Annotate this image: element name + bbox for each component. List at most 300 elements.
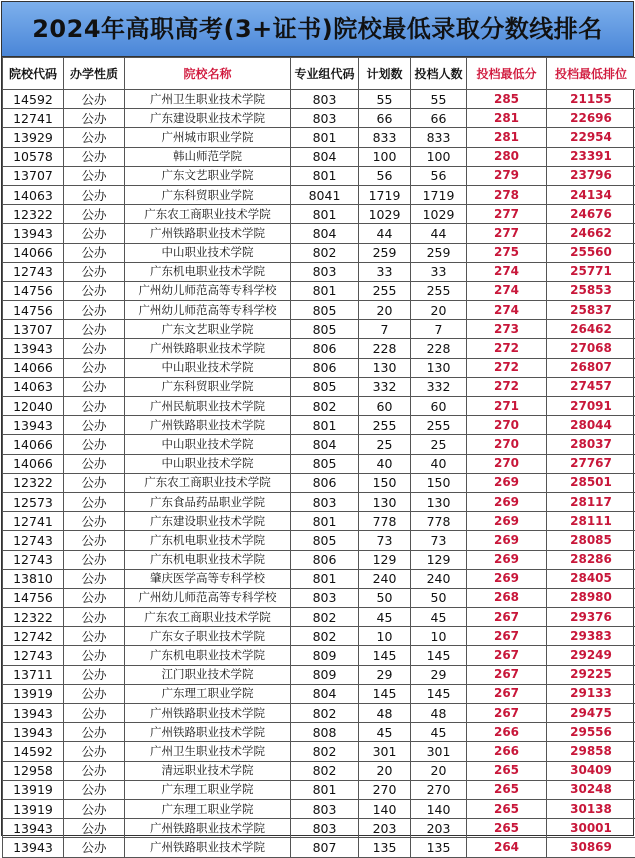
cell-min-score: 277 (467, 224, 547, 243)
cell-school-code: 14063 (3, 185, 64, 204)
cell-school-code: 12741 (3, 109, 64, 128)
cell-school-type: 公办 (64, 90, 125, 109)
cell-plan-count: 45 (359, 608, 411, 627)
cell-school-name: 广州民航职业技术学院 (125, 397, 291, 416)
cell-plan-count: 140 (359, 799, 411, 818)
cell-plan-count: 73 (359, 531, 411, 550)
cell-plan-count: 145 (359, 646, 411, 665)
cell-plan-count: 778 (359, 512, 411, 531)
table-row (3, 185, 635, 204)
cell-school-name: 广东机电职业技术学院 (125, 550, 291, 569)
cell-group-code: 805 (291, 454, 359, 473)
cell-school-code: 13810 (3, 569, 64, 588)
cell-min-rank: 24676 (547, 205, 635, 224)
header-min-rank: 投档最低排位 (547, 58, 635, 90)
table-row (3, 377, 635, 396)
table-row (3, 320, 635, 339)
cell-min-rank: 26462 (547, 320, 635, 339)
cell-plan-count: 1029 (359, 205, 411, 224)
cell-min-score: 277 (467, 205, 547, 224)
table-row (3, 723, 635, 742)
cell-min-score: 274 (467, 301, 547, 320)
cell-school-type: 公办 (64, 665, 125, 684)
cell-admitted-count: 60 (411, 397, 467, 416)
cell-school-type: 公办 (64, 799, 125, 818)
cell-min-score: 269 (467, 550, 547, 569)
cell-admitted-count: 25 (411, 435, 467, 454)
cell-min-rank: 29556 (547, 723, 635, 742)
cell-school-code: 12322 (3, 473, 64, 492)
cell-school-type: 公办 (64, 358, 125, 377)
cell-min-rank: 27091 (547, 397, 635, 416)
cell-school-type: 公办 (64, 550, 125, 569)
cell-min-rank: 28044 (547, 416, 635, 435)
cell-school-code: 13707 (3, 166, 64, 185)
cell-school-type: 公办 (64, 608, 125, 627)
cell-min-score: 279 (467, 166, 547, 185)
cell-min-rank: 29133 (547, 684, 635, 703)
page-title: 2024年高职高考(3+证书)院校最低录取分数线排名 (2, 2, 633, 57)
cell-min-rank: 28111 (547, 512, 635, 531)
table-row (3, 166, 635, 185)
cell-school-code: 14592 (3, 742, 64, 761)
cell-group-code: 802 (291, 608, 359, 627)
cell-plan-count: 255 (359, 281, 411, 300)
cell-min-rank: 29383 (547, 627, 635, 646)
cell-plan-count: 45 (359, 723, 411, 742)
cell-school-name: 韩山师范学院 (125, 147, 291, 166)
cell-admitted-count: 203 (411, 819, 467, 838)
cell-school-name: 广东女子职业技术学院 (125, 627, 291, 646)
table-row (3, 550, 635, 569)
header-school-name: 院校名称 (125, 58, 291, 90)
cell-admitted-count: 255 (411, 281, 467, 300)
cell-school-name: 广东建设职业技术学院 (125, 512, 291, 531)
cell-school-name: 中山职业技术学院 (125, 358, 291, 377)
cell-min-rank: 24134 (547, 185, 635, 204)
cell-group-code: 804 (291, 435, 359, 454)
cell-min-rank: 23796 (547, 166, 635, 185)
cell-plan-count: 240 (359, 569, 411, 588)
cell-min-rank: 25853 (547, 281, 635, 300)
cell-school-name: 广州幼儿师范高等专科学校 (125, 301, 291, 320)
cell-admitted-count: 100 (411, 147, 467, 166)
cell-group-code: 805 (291, 377, 359, 396)
cell-school-name: 广州铁路职业技术学院 (125, 819, 291, 838)
cell-school-name: 广州幼儿师范高等专科学校 (125, 588, 291, 607)
cell-admitted-count: 145 (411, 684, 467, 703)
cell-school-name: 广州铁路职业技术学院 (125, 416, 291, 435)
cell-plan-count: 60 (359, 397, 411, 416)
cell-school-code: 12573 (3, 492, 64, 511)
cell-school-type: 公办 (64, 627, 125, 646)
cell-school-name: 广州铁路职业技术学院 (125, 838, 291, 857)
cell-school-code: 14066 (3, 358, 64, 377)
cell-min-rank: 24662 (547, 224, 635, 243)
cell-admitted-count: 150 (411, 473, 467, 492)
cell-admitted-count: 129 (411, 550, 467, 569)
cell-min-score: 267 (467, 627, 547, 646)
cell-school-type: 公办 (64, 339, 125, 358)
cell-school-type: 公办 (64, 704, 125, 723)
cell-min-rank: 25837 (547, 301, 635, 320)
cell-school-type: 公办 (64, 512, 125, 531)
cell-school-type: 公办 (64, 128, 125, 147)
cell-school-type: 公办 (64, 588, 125, 607)
cell-group-code: 806 (291, 550, 359, 569)
cell-min-score: 272 (467, 358, 547, 377)
cell-school-code: 12743 (3, 550, 64, 569)
cell-admitted-count: 240 (411, 569, 467, 588)
cell-min-rank: 22954 (547, 128, 635, 147)
cell-admitted-count: 45 (411, 608, 467, 627)
cell-school-type: 公办 (64, 454, 125, 473)
cell-min-rank: 28037 (547, 435, 635, 454)
cell-school-name: 广东机电职业技术学院 (125, 531, 291, 550)
cell-group-code: 806 (291, 358, 359, 377)
cell-school-name: 广州铁路职业技术学院 (125, 704, 291, 723)
cell-group-code: 803 (291, 262, 359, 281)
cell-admitted-count: 228 (411, 339, 467, 358)
cell-min-rank: 30869 (547, 838, 635, 857)
cell-school-name: 广州铁路职业技术学院 (125, 723, 291, 742)
cell-school-type: 公办 (64, 435, 125, 454)
cell-school-type: 公办 (64, 416, 125, 435)
cell-school-name: 广州城市职业学院 (125, 128, 291, 147)
cell-group-code: 801 (291, 166, 359, 185)
cell-min-score: 270 (467, 435, 547, 454)
cell-group-code: 806 (291, 339, 359, 358)
cell-school-name: 广东理工职业学院 (125, 684, 291, 703)
table-row (3, 397, 635, 416)
cell-admitted-count: 20 (411, 761, 467, 780)
table-row (3, 435, 635, 454)
cell-admitted-count: 56 (411, 166, 467, 185)
cell-plan-count: 100 (359, 147, 411, 166)
table-row (3, 819, 635, 838)
cell-min-score: 268 (467, 588, 547, 607)
cell-school-code: 13943 (3, 416, 64, 435)
cell-min-score: 265 (467, 761, 547, 780)
cell-school-name: 清远职业技术学院 (125, 761, 291, 780)
cell-min-rank: 28501 (547, 473, 635, 492)
table-row (3, 301, 635, 320)
cell-school-name: 中山职业技术学院 (125, 454, 291, 473)
cell-min-rank: 27068 (547, 339, 635, 358)
cell-admitted-count: 332 (411, 377, 467, 396)
cell-min-score: 272 (467, 339, 547, 358)
cell-min-score: 285 (467, 90, 547, 109)
cell-school-name: 广州铁路职业技术学院 (125, 224, 291, 243)
cell-school-code: 13919 (3, 799, 64, 818)
table-row (3, 627, 635, 646)
ranking-table (2, 57, 635, 858)
cell-school-name: 广东理工职业学院 (125, 780, 291, 799)
cell-plan-count: 20 (359, 761, 411, 780)
cell-min-score: 266 (467, 723, 547, 742)
table-row (3, 646, 635, 665)
cell-school-type: 公办 (64, 761, 125, 780)
cell-plan-count: 66 (359, 109, 411, 128)
cell-school-name: 江门职业技术学院 (125, 665, 291, 684)
cell-plan-count: 33 (359, 262, 411, 281)
cell-school-name: 广东文艺职业学院 (125, 166, 291, 185)
cell-school-type: 公办 (64, 684, 125, 703)
cell-admitted-count: 1029 (411, 205, 467, 224)
cell-group-code: 805 (291, 301, 359, 320)
cell-school-code: 13919 (3, 780, 64, 799)
cell-admitted-count: 55 (411, 90, 467, 109)
cell-school-name: 广东农工商职业技术学院 (125, 473, 291, 492)
cell-admitted-count: 259 (411, 243, 467, 262)
cell-school-code: 14066 (3, 435, 64, 454)
cell-plan-count: 150 (359, 473, 411, 492)
cell-school-code: 13943 (3, 723, 64, 742)
cell-group-code: 801 (291, 128, 359, 147)
cell-plan-count: 55 (359, 90, 411, 109)
cell-plan-count: 48 (359, 704, 411, 723)
cell-school-code: 13707 (3, 320, 64, 339)
cell-school-code: 13943 (3, 704, 64, 723)
cell-group-code: 804 (291, 147, 359, 166)
document (1, 1, 634, 836)
cell-group-code: 801 (291, 205, 359, 224)
cell-plan-count: 833 (359, 128, 411, 147)
cell-group-code: 805 (291, 320, 359, 339)
cell-group-code: 8041 (291, 185, 359, 204)
cell-group-code: 802 (291, 397, 359, 416)
cell-group-code: 803 (291, 799, 359, 818)
cell-school-name: 肇庆医学高等专科学校 (125, 569, 291, 588)
cell-group-code: 808 (291, 723, 359, 742)
cell-plan-count: 40 (359, 454, 411, 473)
cell-group-code: 801 (291, 780, 359, 799)
cell-plan-count: 25 (359, 435, 411, 454)
cell-admitted-count: 1719 (411, 185, 467, 204)
cell-school-name: 广东文艺职业学院 (125, 320, 291, 339)
cell-school-type: 公办 (64, 262, 125, 281)
cell-plan-count: 228 (359, 339, 411, 358)
cell-min-score: 269 (467, 473, 547, 492)
cell-plan-count: 10 (359, 627, 411, 646)
cell-school-type: 公办 (64, 531, 125, 550)
cell-admitted-count: 833 (411, 128, 467, 147)
cell-admitted-count: 778 (411, 512, 467, 531)
cell-min-score: 269 (467, 569, 547, 588)
cell-plan-count: 259 (359, 243, 411, 262)
cell-group-code: 804 (291, 224, 359, 243)
table-row (3, 281, 635, 300)
cell-school-type: 公办 (64, 147, 125, 166)
header-group-code: 专业组代码 (291, 58, 359, 90)
cell-school-type: 公办 (64, 397, 125, 416)
cell-min-rank: 29225 (547, 665, 635, 684)
cell-school-type: 公办 (64, 646, 125, 665)
cell-plan-count: 135 (359, 838, 411, 857)
table-row (3, 473, 635, 492)
cell-plan-count: 7 (359, 320, 411, 339)
cell-group-code: 806 (291, 473, 359, 492)
cell-min-rank: 28405 (547, 569, 635, 588)
cell-min-score: 266 (467, 742, 547, 761)
cell-admitted-count: 135 (411, 838, 467, 857)
cell-plan-count: 50 (359, 588, 411, 607)
cell-school-type: 公办 (64, 109, 125, 128)
cell-min-rank: 22696 (547, 109, 635, 128)
table-row (3, 243, 635, 262)
cell-min-score: 267 (467, 704, 547, 723)
table-row (3, 339, 635, 358)
cell-min-score: 281 (467, 109, 547, 128)
cell-school-code: 12040 (3, 397, 64, 416)
cell-min-score: 271 (467, 397, 547, 416)
table-row (3, 684, 635, 703)
cell-plan-count: 56 (359, 166, 411, 185)
table-row (3, 838, 635, 857)
cell-admitted-count: 145 (411, 646, 467, 665)
cell-min-rank: 29376 (547, 608, 635, 627)
table-row (3, 262, 635, 281)
cell-school-type: 公办 (64, 377, 125, 396)
cell-min-score: 269 (467, 492, 547, 511)
cell-min-score: 275 (467, 243, 547, 262)
cell-plan-count: 20 (359, 301, 411, 320)
cell-admitted-count: 29 (411, 665, 467, 684)
cell-school-code: 12322 (3, 608, 64, 627)
table-row (3, 90, 635, 109)
cell-school-name: 广东食品药品职业学院 (125, 492, 291, 511)
cell-school-type: 公办 (64, 492, 125, 511)
cell-min-score: 270 (467, 454, 547, 473)
table-row (3, 799, 635, 818)
cell-school-type: 公办 (64, 166, 125, 185)
cell-min-score: 280 (467, 147, 547, 166)
cell-admitted-count: 48 (411, 704, 467, 723)
cell-school-type: 公办 (64, 742, 125, 761)
table-row (3, 780, 635, 799)
cell-group-code: 802 (291, 704, 359, 723)
cell-min-score: 270 (467, 416, 547, 435)
cell-min-score: 269 (467, 512, 547, 531)
cell-admitted-count: 73 (411, 531, 467, 550)
cell-plan-count: 29 (359, 665, 411, 684)
cell-group-code: 803 (291, 588, 359, 607)
cell-school-code: 13929 (3, 128, 64, 147)
cell-school-code: 14066 (3, 243, 64, 262)
cell-group-code: 803 (291, 819, 359, 838)
cell-min-rank: 30001 (547, 819, 635, 838)
cell-group-code: 802 (291, 243, 359, 262)
cell-plan-count: 1719 (359, 185, 411, 204)
table-row (3, 608, 635, 627)
cell-school-code: 14066 (3, 454, 64, 473)
cell-admitted-count: 50 (411, 588, 467, 607)
header-row (3, 58, 635, 90)
cell-plan-count: 332 (359, 377, 411, 396)
cell-school-code: 13919 (3, 684, 64, 703)
table-row (3, 224, 635, 243)
table-row (3, 665, 635, 684)
cell-school-type: 公办 (64, 819, 125, 838)
cell-min-score: 267 (467, 684, 547, 703)
cell-school-code: 12743 (3, 262, 64, 281)
cell-school-code: 14756 (3, 301, 64, 320)
cell-group-code: 801 (291, 416, 359, 435)
cell-school-code: 10578 (3, 147, 64, 166)
cell-min-score: 272 (467, 377, 547, 396)
cell-school-code: 14063 (3, 377, 64, 396)
table-row (3, 588, 635, 607)
header-school-code: 院校代码 (3, 58, 64, 90)
cell-school-code: 14756 (3, 588, 64, 607)
cell-plan-count: 301 (359, 742, 411, 761)
header-admitted-count: 投档人数 (411, 58, 467, 90)
cell-min-score: 267 (467, 608, 547, 627)
cell-school-code: 12742 (3, 627, 64, 646)
cell-school-type: 公办 (64, 838, 125, 857)
cell-min-rank: 30138 (547, 799, 635, 818)
table-row (3, 761, 635, 780)
cell-plan-count: 130 (359, 492, 411, 511)
cell-admitted-count: 10 (411, 627, 467, 646)
table-row (3, 147, 635, 166)
cell-min-rank: 30248 (547, 780, 635, 799)
cell-group-code: 802 (291, 742, 359, 761)
cell-min-rank: 25771 (547, 262, 635, 281)
cell-school-name: 广东建设职业技术学院 (125, 109, 291, 128)
cell-group-code: 801 (291, 512, 359, 531)
cell-school-type: 公办 (64, 569, 125, 588)
cell-school-name: 广东科贸职业学院 (125, 377, 291, 396)
cell-plan-count: 203 (359, 819, 411, 838)
cell-group-code: 803 (291, 109, 359, 128)
cell-school-code: 13943 (3, 339, 64, 358)
header-plan-count: 计划数 (359, 58, 411, 90)
cell-min-rank: 29475 (547, 704, 635, 723)
table-row (3, 416, 635, 435)
cell-school-name: 广东科贸职业学院 (125, 185, 291, 204)
cell-plan-count: 44 (359, 224, 411, 243)
cell-plan-count: 129 (359, 550, 411, 569)
cell-min-score: 267 (467, 646, 547, 665)
cell-school-code: 12741 (3, 512, 64, 531)
cell-min-rank: 29249 (547, 646, 635, 665)
cell-school-name: 广东机电职业技术学院 (125, 646, 291, 665)
cell-school-type: 公办 (64, 243, 125, 262)
cell-school-code: 13943 (3, 224, 64, 243)
cell-min-rank: 23391 (547, 147, 635, 166)
cell-group-code: 804 (291, 684, 359, 703)
cell-admitted-count: 44 (411, 224, 467, 243)
table-body (3, 90, 635, 858)
cell-admitted-count: 20 (411, 301, 467, 320)
cell-school-code: 12958 (3, 761, 64, 780)
cell-school-name: 广东理工职业学院 (125, 799, 291, 818)
cell-min-rank: 28980 (547, 588, 635, 607)
cell-min-rank: 28117 (547, 492, 635, 511)
cell-admitted-count: 130 (411, 358, 467, 377)
cell-min-score: 278 (467, 185, 547, 204)
cell-school-type: 公办 (64, 320, 125, 339)
cell-group-code: 809 (291, 646, 359, 665)
cell-min-score: 281 (467, 128, 547, 147)
cell-min-rank: 27457 (547, 377, 635, 396)
table-row (3, 358, 635, 377)
cell-school-code: 13943 (3, 838, 64, 857)
cell-school-name: 广州铁路职业技术学院 (125, 339, 291, 358)
cell-min-rank: 21155 (547, 90, 635, 109)
table-row (3, 454, 635, 473)
